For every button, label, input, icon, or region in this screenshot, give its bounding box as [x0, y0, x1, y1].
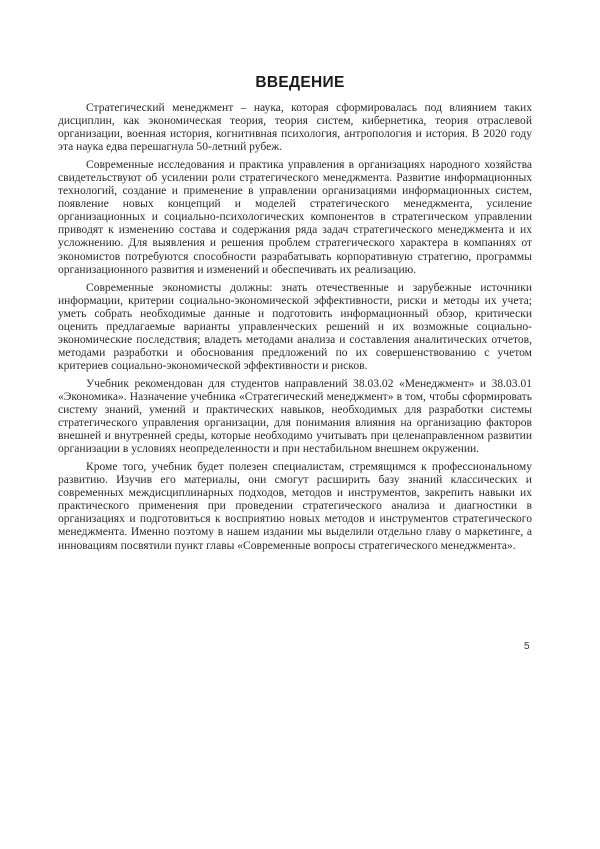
paragraph-5: Кроме того, учебник будет полезен специалистам, стремящимся к профессиональному развитию. Изучив его материалы, они смогут расширить базу знаний классических и современных междисциплинарных подходов, методов и инструментов, закрепить навыки их практического применения при проведении стратегического анализа и диагностики в организациях и подготовиться к восприятию новых методов и инструментов стратегического менеджмента. Именно поэтому в нашем издании мы выделили отдельно главу о маркетинге, а инновациям посвятили пункт главы «Современные вопросы стратегического менеджмента». — [58, 461, 532, 552]
paragraph-4: Учебник рекомендован для студентов направлений 38.03.02 «Менеджмент» и 38.03.01 «Экономика». Назначение учебника «Стратегический менеджмент» в том, чтобы сформировать систему знаний, умений и практических навыков, необходимых для разработки системы стратегического управления организации, для понимания влияния на организацию факторов внешней и внутренней среды, которые необходимо учитывать при целенаправленном развитии организации в условиях неопределенности и при нестабильном внешнем окружении. — [58, 377, 532, 456]
page-number: 5 — [524, 641, 530, 652]
paragraph-1: Стратегический менеджмент – наука, которая сформировалась под влиянием таких дисциплин, как экономическая теория, теория систем, кибернетика, теория отраслевой организации, военная история, когнитивная психология, антропология и история. В 2020 году эта наука едва перешагнула 50-летний рубеж. — [58, 102, 532, 154]
page-title: ВВЕДЕНИЕ — [255, 74, 345, 91]
paragraph-3: Современные экономисты должны: знать отечественные и зарубежные источники информации, критерии социально-экономической эффективности, риски и методы их учета; уметь собрать необходимые данные и подготовить информационный обзор, критически оценить предлагаемые варианты управленческих решений и их возможные социально-экономические последствия; владеть методами анализа и составления аналитических отчетов, методами разработки и обоснования предложений по их совершенствованию с учетом критериев социально-экономической эффективности и рисков. — [58, 281, 532, 372]
body-text — [58, 102, 532, 553]
paragraph-2: Современные исследования и практика управления в организациях народного хозяйства свидетельствуют об усилении роли стратегического менеджмента. Развитие информационных технологий, создание и применение в управлении организациями информационных систем, появление новых концепций и моделей стратегического менеджмента, усиление организационных и социально-психологических компонентов в стратегическом управлении приводят к изменению состава и содержания ряда задач стратегического менеджмента и их усложнению. Для выявления и решения проблем стратегического характера в компаниях от экономистов потребуются способности разрабатывать корпоративную стратегию, программы организационного развития и изменений и обеспечивать их реализацию. — [58, 159, 532, 276]
